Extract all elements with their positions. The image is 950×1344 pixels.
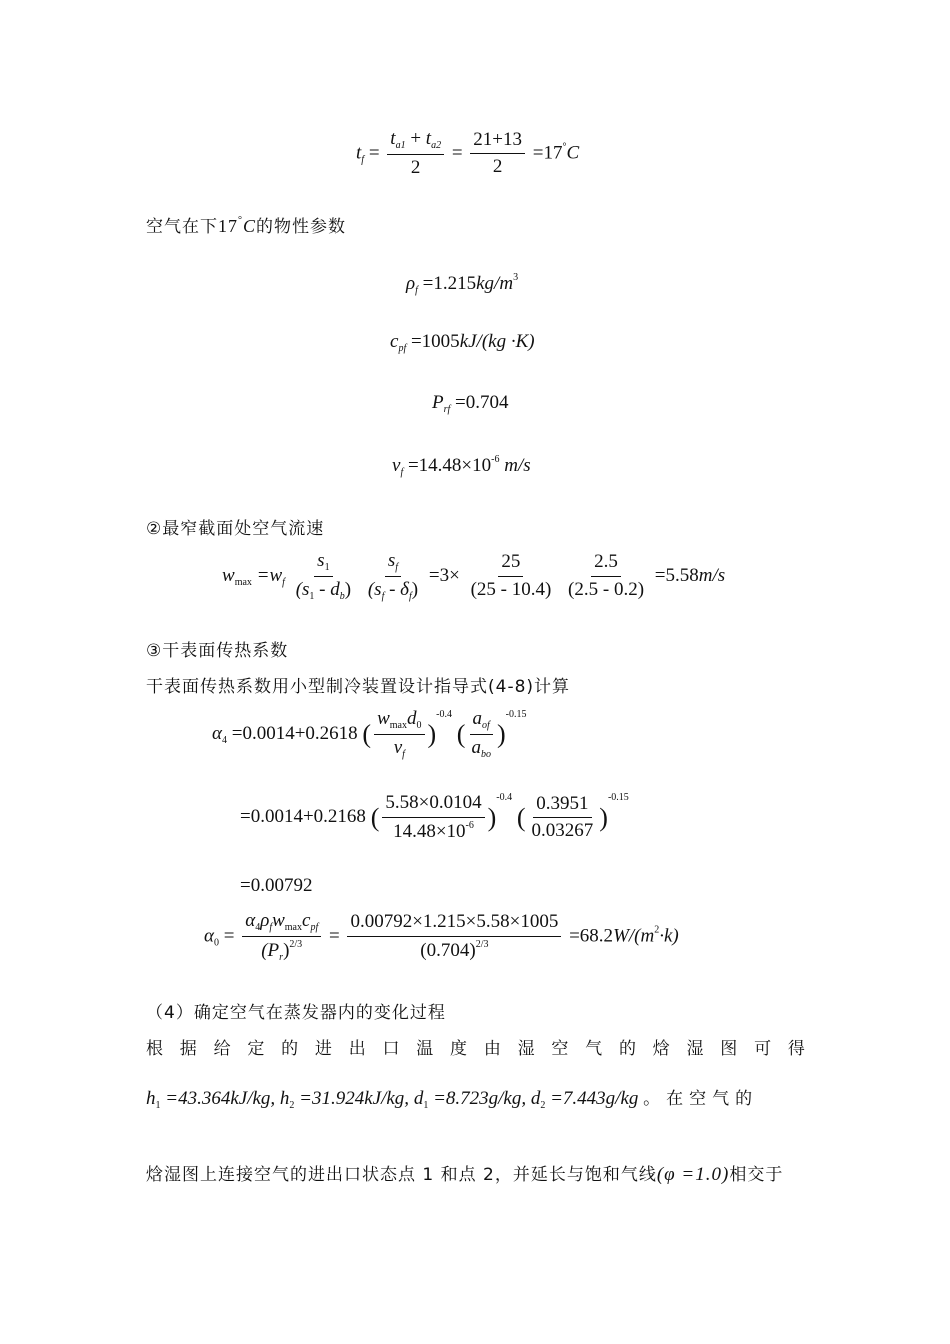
text-air-properties: 空气在下17°C的物性参数 xyxy=(146,215,347,237)
fraction: $\frac{2.5}{(2.5 - 0.2)}$ xyxy=(568,551,645,600)
paragraph-line-3: 焓湿图上连接空气的进出口状态点 1 和点 2，并延长与饱和气线(φ =1.0)相交于 xyxy=(146,1164,784,1185)
equation-tf: $t_f$ = $\frac{t_{a1} + t_{a2}}{2}$ = $\frac{21+13}{2}$ =17°C xyxy=(356,128,580,178)
equation-pr: $P_{rf} =0.704$ xyxy=(432,392,509,415)
equation-alpha4: $\alpha_4 =0.0014+0.2618$ ( $\frac{w_{max}d_0}{v_f}$ )$^{-0.4}$ ( $\frac{a_{of}}{a_{bo}}$ )$^{-0.15}$ xyxy=(212,708,527,760)
fraction: $\frac{a_{of}}{a_{bo}}$ xyxy=(471,708,491,760)
equation-alpha4-substituted: =0.0014+0.2168 ( $\frac{5.58\times 0.0104}{14.48\times 10^{-6}}$ )$^{-0.4}$ ( $\frac{0.3951}{0.03267}$ )$^{-0.15}$ xyxy=(240,792,629,842)
fraction: $\frac{w_{max}d_0}{v_f}$ xyxy=(374,708,424,761)
paragraph-line-1: 根 据 给 定 的 进 出 口 温 度 由 湿 空 气 的 焓 湿 图 可 得 xyxy=(146,1039,806,1059)
paragraph-line-2: $h_1 =43.364kJ/kg$, $h_2 =31.924kJ/kg$, $d_1 =8.723g/kg$, $d_2 =7.443g/kg$ 。在空气的 xyxy=(146,1088,759,1111)
equation-alpha4-result: =0.00792 xyxy=(240,875,313,896)
fraction: $\frac{0.00792\times 1.215\times 5.58\times 1005}{(0.704)^{2/3}}$ xyxy=(347,911,561,963)
text-calculation-note: 干表面传热系数用小型制冷装置设计指导式(4-8)计算 xyxy=(146,677,571,697)
fraction: $\frac{t_{a1} + t_{a2}}{2}$ xyxy=(387,128,444,180)
section-heading-velocity: ②最窄截面处空气流速 xyxy=(146,519,325,539)
fraction: $\frac{21+13}{2}$ xyxy=(470,129,525,180)
fraction: $\frac{25}{(25 - 10.4)}$ xyxy=(470,551,552,600)
equation-alpha0: $\alpha_0$ = $\frac{\alpha_4\rho_fw_{max}c_{pf}}{(P_r)^{2/3}}$ = $\frac{0.00792\times 1.215\times 5.58\times 1005}{(0.704)^{2/3}}$ $=68.2W/(m^2\cdot k)$ xyxy=(204,910,679,963)
fraction: $\frac{\alpha_4\rho_fw_{max}c_{pf}}{(P_r)^{2/3}}$ xyxy=(242,910,321,964)
equation-cp: $c_{pf} =1005kJ/(kg \cdot K)$ xyxy=(390,331,535,354)
section-heading-process: （4）确定空气在蒸发器内的变化过程 xyxy=(146,1003,446,1023)
section-heading-heat-transfer: ③干表面传热系数 xyxy=(146,641,289,661)
equation-v: $v_f =14.48\times 10^{-6}$ m/s xyxy=(392,454,531,478)
fraction: $\frac{s_f}{(s_f - \delta_f)}$ xyxy=(367,550,419,602)
equation-wmax: $w_{max} =w_f$ $\frac{s_1}{(s_1 - d_b)}$ $\frac{s_f}{(s_f - \delta_f)}$ =3× $\frac{25}{(25 - 10.4)}$ $\frac{2.5}{(2.5 - 0.2)}$ =5.58m/s xyxy=(222,550,726,602)
fraction: $\frac{s_1}{(s_1 - d_b)}$ xyxy=(295,550,352,602)
fraction: $\frac{0.3951}{0.03267}$ xyxy=(531,792,594,842)
fraction: $\frac{5.58\times 0.0104}{14.48\times 10^{-6}}$ xyxy=(382,792,484,844)
equation-rho: $\rho_f =1.215kg/m^3$ xyxy=(406,272,519,296)
